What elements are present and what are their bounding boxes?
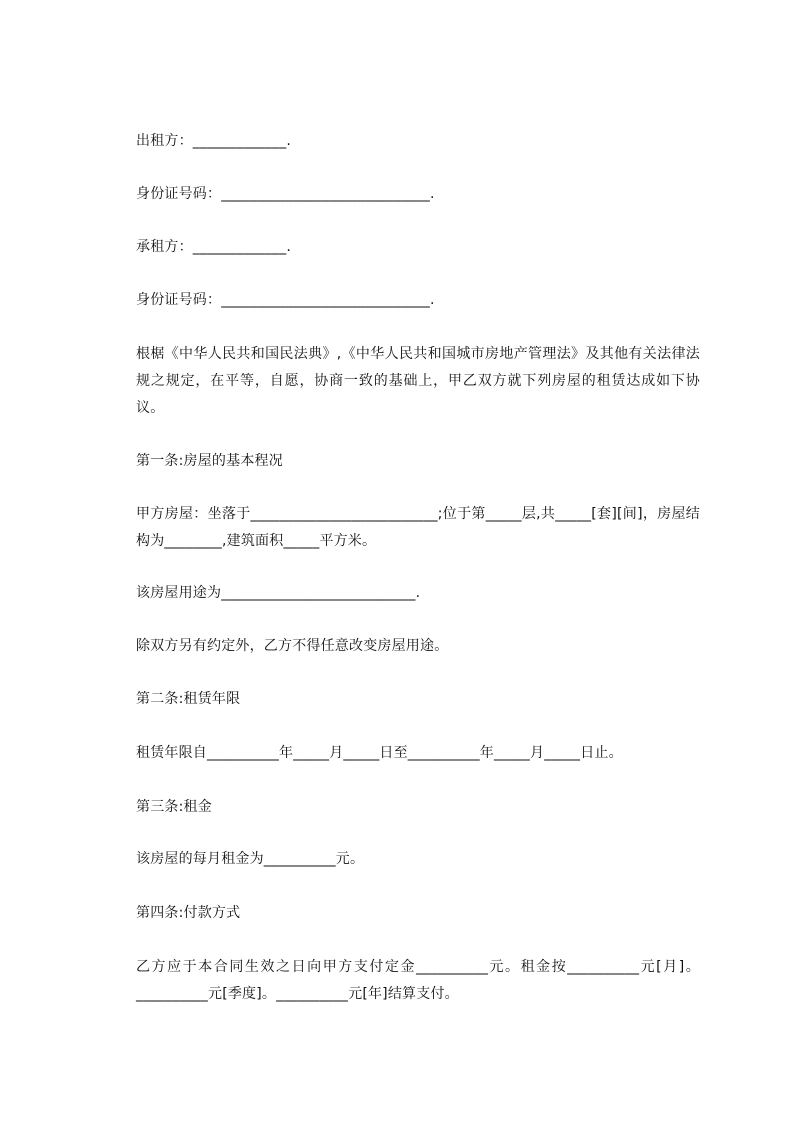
article2-body: 租赁年限自__________年_____月_____日至__________年_____月_____日止。 (136, 745, 623, 761)
lessee-id-line: 身份证号码：_____________________________. (136, 292, 435, 308)
article1-body: 甲方房屋：坐落于__________________________;位于第_____层,共_____[套][间]，房屋结构为________,建筑面积_____平方米。 (136, 506, 700, 549)
lessor-line: 出租方：_____________. (136, 133, 292, 149)
article3-body: 该房屋的每月租金为__________元。 (136, 851, 365, 867)
article1-restriction: 除双方另有约定外，乙方不得任意改变房屋用途。 (136, 638, 449, 654)
lessor-id-line: 身份证号码：_____________________________. (136, 186, 435, 202)
article4-title: 第四条:付款方式 (136, 905, 241, 921)
article4-body: 乙方应于本合同生效之日向甲方支付定金__________元。租金按__________元[月]。__________元[季度]。__________元[年]结算支付。 (136, 959, 700, 1002)
article1-use: 该房屋用途为___________________________. (136, 585, 421, 601)
preamble-paragraph: 根椐《中华人民共和国民法典》,《中华人民共和国城市房地产管理法》及其他有关法律法规之规定，在平等，自愿，协商一致的基础上，甲乙双方就下列房屋的租赁达成如下协议。 (136, 346, 700, 416)
article1-title: 第一条:房屋的基本程况 (136, 453, 283, 469)
article2-title: 第二条:租赁年限 (136, 691, 241, 707)
article3-title: 第三条:租金 (136, 799, 212, 815)
lessee-line: 承租方：_____________. (136, 239, 292, 255)
